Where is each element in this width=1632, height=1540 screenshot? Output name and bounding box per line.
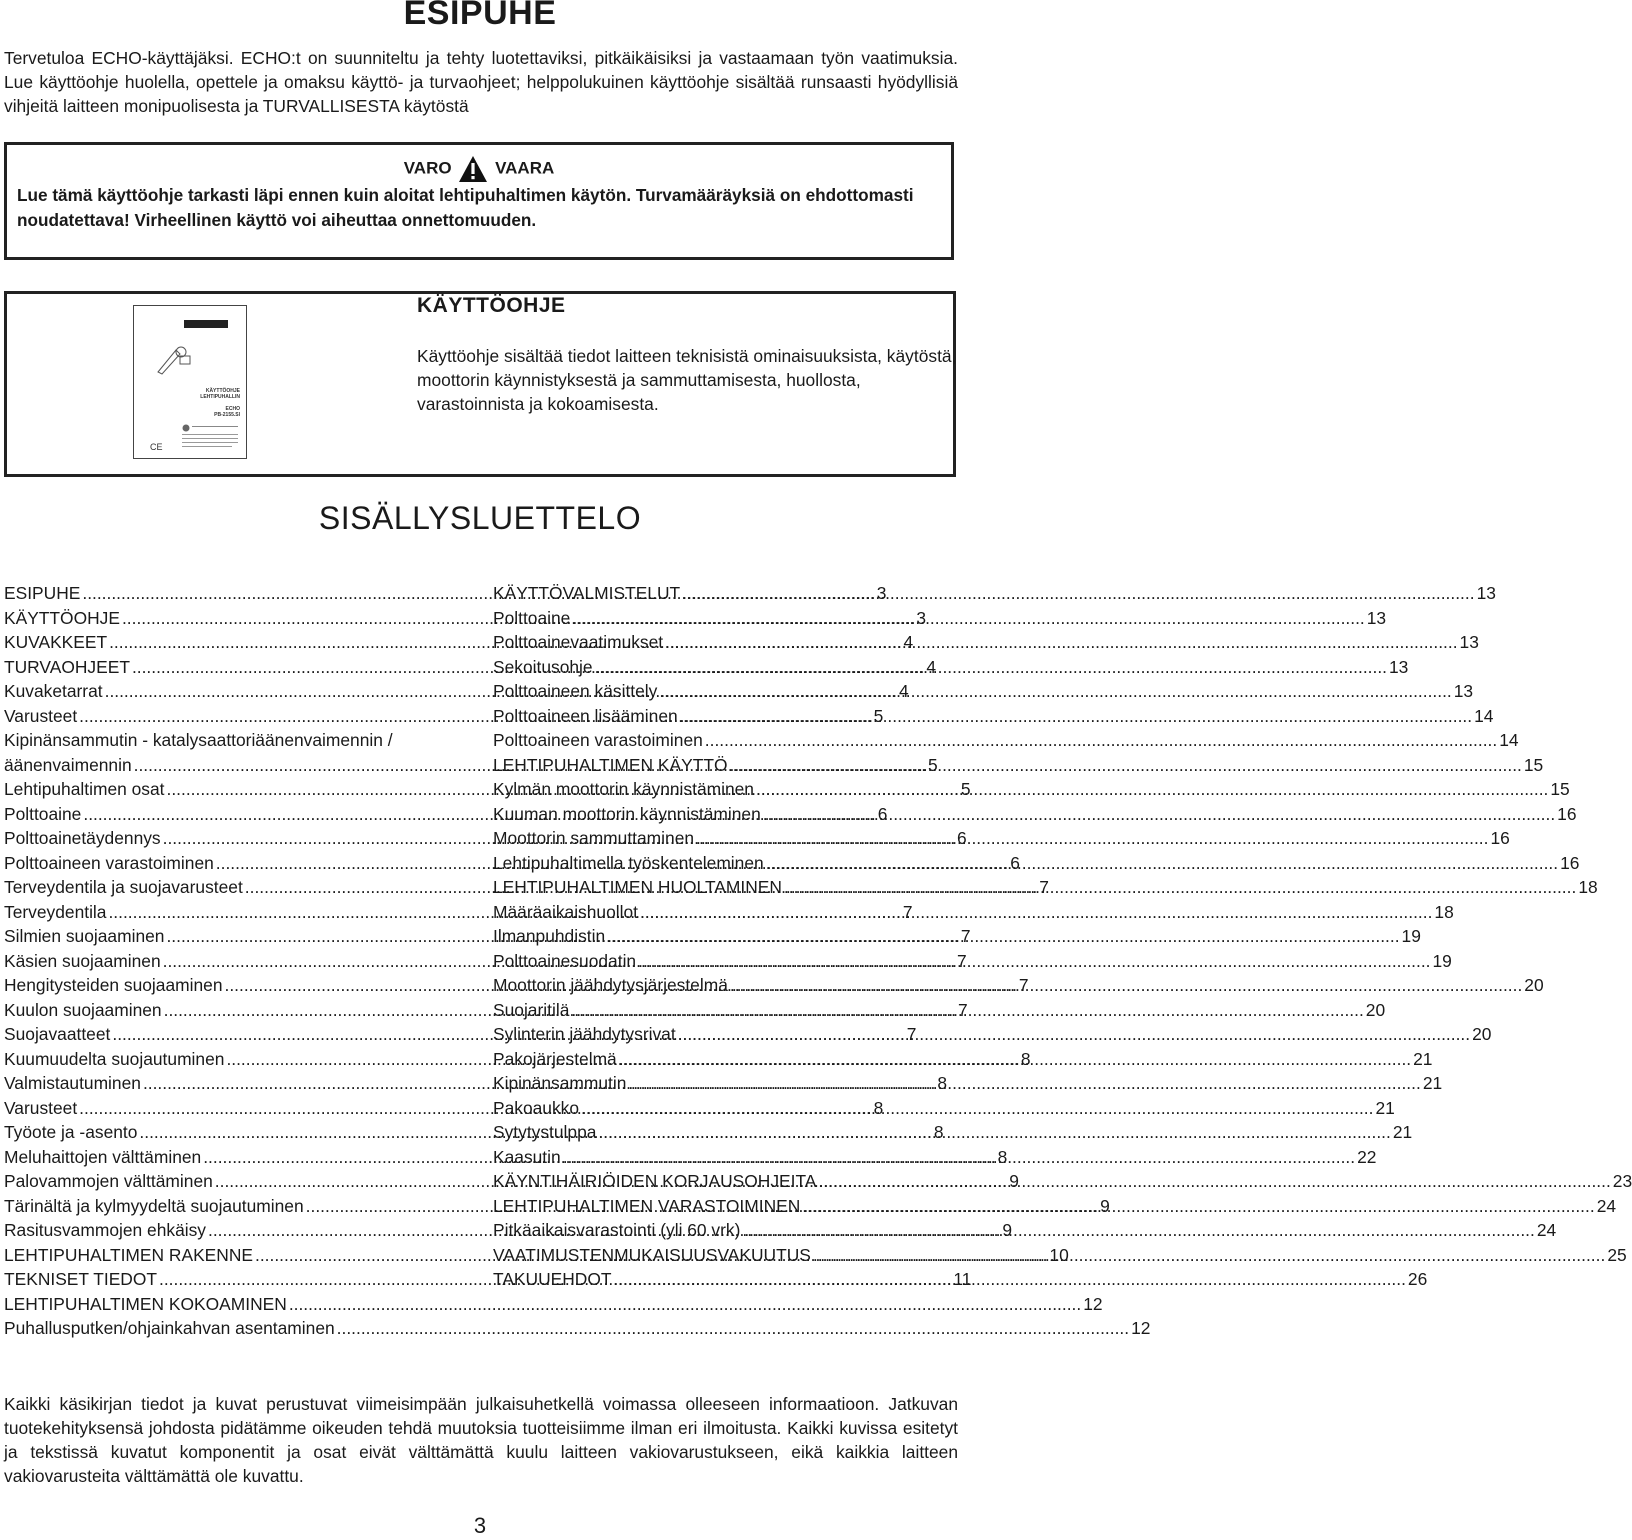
toc-entry [493, 1194, 1617, 1219]
toc-entry-page: 11 [953, 1269, 972, 1289]
toc-entry-page: 4 [899, 681, 909, 701]
page-title: ESIPUHE [403, 0, 557, 32]
toc-entry-title: Polttoaineen käsittely [493, 681, 658, 701]
toc-entry [493, 777, 1570, 802]
toc-entry-page: 13 [1459, 632, 1479, 652]
toc-entry-title: Kuumuudelta suojautuminen [4, 1048, 225, 1069]
toc-entry-page: 4 [926, 656, 937, 677]
toc-entry-page: 3 [916, 607, 927, 628]
warning-title [17, 153, 941, 183]
toc-title: SISÄLLYSLUETTELO [318, 500, 642, 536]
toc-entry-title: LEHTIPUHALTIMEN KOKOAMINEN [4, 1293, 287, 1314]
toc-entry [4, 728, 474, 753]
leaf-blower-icon [154, 342, 194, 378]
toc-leader-dots [626, 1071, 1422, 1096]
toc-entry-title: Lehtipuhaltimen osat [4, 779, 165, 799]
toc-entry-page: 22 [1357, 1146, 1377, 1167]
toc-entry-page: 16 [1557, 803, 1577, 824]
toc-entry-title: Sylinterin jäähdytysrivat [493, 1024, 676, 1044]
toc-entry-title: Suojaritilä [493, 999, 570, 1020]
toc-leader-dots [287, 1292, 1083, 1317]
toc-entry-title: Meluhaittojen välttäminen [4, 1146, 202, 1167]
toc-entry-title: Tärinältä ja kylmyydeltä suojautuminen [4, 1195, 304, 1216]
toc-entry [493, 802, 1577, 827]
manual-box [4, 291, 956, 477]
toc-leader-dots [816, 1169, 1612, 1194]
toc-entry-page: 7 [906, 1024, 917, 1044]
toc-entry-page: 8 [933, 1122, 944, 1142]
toc-entry-title: Moottorin sammuttaminen [493, 828, 695, 848]
toc-entry-page: 8 [1020, 1048, 1031, 1069]
toc-entry-title: Terveydentila ja suojavarusteet [4, 877, 243, 897]
toc-entry [4, 1316, 1151, 1341]
toc-entry-title: Kuuman moottorin käynnistäminen [493, 803, 761, 824]
toc-entry [493, 1022, 1492, 1047]
toc-entry-page: 9 [1009, 1171, 1019, 1191]
toc-leader-dots [728, 973, 1524, 998]
toc-entry [493, 581, 1496, 606]
toc-entry-page: 24 [1596, 1195, 1617, 1216]
toc-entry [493, 1218, 1557, 1243]
toc-entry-title: äänenvaimennin [4, 754, 132, 775]
toc-entry [493, 826, 1510, 851]
toc-entry-page: 6 [957, 828, 967, 848]
toc-leader-dots [680, 581, 1476, 606]
toc-entry-title: Polttoaine [4, 803, 82, 824]
toc-entry-page: 14 [1499, 730, 1519, 750]
toc-entry-page: 19 [1432, 950, 1452, 971]
toc-entry-title: Varusteet [4, 705, 78, 726]
toc-entry-title: Polttoainetäydennys [4, 828, 161, 848]
toc-entry [493, 1120, 1413, 1145]
toc-entry [493, 851, 1580, 876]
warning-triangle-icon [458, 155, 488, 183]
toc-leader-dots [740, 1218, 1536, 1243]
toc-leader-dots [593, 655, 1389, 680]
toc-entry-title: LEHTIPUHALTIMEN VARASTOIMINEN [493, 1195, 801, 1216]
toc-entry [493, 875, 1598, 900]
toc-entry-page: 3 [876, 583, 887, 603]
toc-entry-title: Polttoaineen varastoiminen [4, 852, 214, 873]
toc-entry-page: 21 [1375, 1097, 1395, 1118]
toc-entry [493, 655, 1409, 680]
toc-entry-page: 12 [1083, 1293, 1103, 1314]
manual-heading: KÄYTTÖOHJE [417, 294, 566, 317]
toc-entry-title: Käsien suojaaminen [4, 950, 161, 971]
toc-entry-title: Kipinänsammutin [493, 1073, 627, 1093]
toc-entry [493, 679, 1474, 704]
warning-text: Lue tämä käyttöohje tarkasti läpi ennen kuin aloitat lehtipuhaltimen käytön. Turvamääräyksiä on ehdottomasti noudatettava! Virheellinen käyttö voi aiheuttaa onnettomuuden. [17, 185, 914, 230]
toc-leader-dots [761, 802, 1557, 827]
toc-entry-title: TEKNISET TIEDOT [4, 1269, 157, 1289]
toc-entry [493, 924, 1421, 949]
cover-line-3: ECHO [225, 406, 240, 412]
toc-entry [493, 1047, 1433, 1072]
toc-entry-title: Polttoaineen varastoiminen [493, 730, 703, 750]
toc-entry-title: KÄYTTÖVALMISTELUT [493, 583, 681, 603]
toc-entry-title: Silmien suojaaminen [4, 926, 165, 946]
toc-entry-title: KÄYTTÖOHJE [4, 607, 120, 628]
toc-entry-title: LEHTIPUHALTIMEN RAKENNE [4, 1244, 253, 1265]
toc-entry-page: 6 [1010, 852, 1020, 873]
toc-entry-page: 21 [1392, 1122, 1413, 1142]
toc-leader-dots [754, 777, 1550, 802]
toc-leader-dots [579, 1096, 1375, 1121]
toc-entry-page: 13 [1366, 607, 1387, 628]
toc-entry-page: 21 [1422, 1073, 1443, 1093]
toc-leader-dots [617, 1047, 1413, 1072]
toc-entry-page: 5 [928, 754, 938, 775]
toc-entry-page: 7 [1018, 975, 1029, 995]
toc-entry-title: Määräaikaishuollot [493, 901, 639, 922]
toc-entry-title: Lehtipuhaltimella työskenteleminen [493, 852, 764, 873]
toc-entry [493, 949, 1452, 974]
toc-leader-dots [703, 728, 1499, 753]
toc-leader-dots [727, 753, 1523, 778]
toc-entry-page: 6 [877, 803, 888, 824]
toc-entry-page: 5 [960, 779, 971, 799]
toc-entry-title: Varusteet [4, 1097, 78, 1118]
toc-entry-page: 20 [1472, 1024, 1492, 1044]
toc-entry-title: Hengitysteiden suojaaminen [4, 975, 223, 995]
toc-leader-dots [782, 875, 1578, 900]
toc-entry [493, 630, 1479, 655]
cover-line-1: KÄYTTÖOHJE [205, 388, 240, 394]
echo-logo [184, 320, 228, 328]
toc-entry [493, 1169, 1632, 1194]
toc-entry-page: 13 [1453, 681, 1474, 701]
toc-entry-page: 16 [1560, 852, 1580, 873]
toc-entry [4, 1292, 1103, 1317]
toc-entry-page: 26 [1407, 1269, 1428, 1289]
toc-entry [493, 900, 1454, 925]
manual-cover-thumbnail [133, 305, 247, 459]
toc-leader-dots [663, 630, 1459, 655]
toc-entry-page: 7 [1039, 877, 1049, 897]
toc-entry-page: 14 [1474, 705, 1494, 726]
toc-entry-title: Kylmän moottorin käynnistäminen [493, 779, 754, 799]
toc-entry-page: 21 [1413, 1048, 1433, 1069]
toc-entry-page: 8 [997, 1146, 1008, 1167]
toc-entry [493, 606, 1387, 631]
toc-leader-dots [605, 924, 1401, 949]
toc-entry-page: 20 [1365, 999, 1386, 1020]
toc-leader-dots [335, 1316, 1131, 1341]
toc-entry-title: LEHTIPUHALTIMEN HUOLTAMINEN [493, 877, 782, 897]
toc-entry-title: Valmistautuminen [4, 1073, 141, 1093]
toc-entry [493, 1096, 1395, 1121]
toc-entry-title: Pitkäaikaisvarastointi (yli 60 vrk) [493, 1220, 741, 1240]
toc-entry-title: Polttoainesuodatin [493, 950, 637, 971]
toc-entry-page: 18 [1434, 901, 1454, 922]
toc-entry-title: Polttoaine [493, 607, 571, 628]
toc-entry-page: 19 [1401, 926, 1421, 946]
footer-note: Kaikki käsikirjan tiedot ja kuvat perustuvat viimeisimpään julkaisuhetkellä voimassa olleeseen informaatioon. Jatkuvan tuotekehityksensä johdosta pidätämme oikeuden tehdä muutoksia tuotteisiimme ilman eri ilmoitusta. Kaikki kuvissa esitetyt ja tekstissä kuvatut komponentit ja osat eivät välttämättä kuulu laitteen vakiovarustukseen, eikä kaikkia laitteen vakiovarusteita välttämättä ole kuvattu. [4, 1394, 958, 1486]
toc-entry-page: 7 [958, 999, 968, 1020]
toc-leader-dots [638, 900, 1434, 925]
toc-entry-title: Moottorin jäähdytysjärjestelmä [493, 975, 728, 995]
toc-entry-page: 13 [1389, 656, 1409, 677]
toc-entry-title: Työote ja -asento [4, 1122, 138, 1142]
svg-text:CE: CE [150, 442, 163, 452]
toc-entry-title: Pakoaukko [493, 1097, 580, 1118]
page-number: 3 [473, 1513, 487, 1538]
toc-leader-dots [800, 1194, 1596, 1219]
toc-entry-page: 5 [873, 705, 884, 726]
warning-label-right: VAARA [495, 158, 555, 178]
toc-entry-page: 7 [960, 926, 971, 946]
toc-entry-page: 23 [1612, 1171, 1632, 1191]
toc-leader-dots [561, 1145, 1357, 1170]
toc-entry-page: 7 [902, 901, 913, 922]
toc-entry-title: Puhallusputken/ohjainkahvan asentaminen [4, 1318, 335, 1338]
toc-entry-title: Polttoaineen lisääminen [493, 705, 678, 726]
toc-entry-title: KÄYNTIHÄIRIÖIDEN KORJAUSOHJEITA [493, 1171, 817, 1191]
manual-description: Käyttöohje sisältää tiedot laitteen teknisistä ominaisuuksista, käytöstä, moottorin käynnistyksestä ja sammuttamisesta, huollosta, varastoinnista ja kokoamisesta. [417, 346, 957, 414]
toc-leader-dots [676, 1022, 1472, 1047]
toc-entry-title: KUVAKKEET [4, 632, 108, 652]
toc-entry-title: Kuvaketarrat [4, 681, 103, 701]
toc-entry [493, 973, 1544, 998]
toc-leader-dots [569, 998, 1365, 1023]
toc-leader-dots [811, 1243, 1607, 1268]
toc-entry-title: LEHTIPUHALTIMEN KÄYTTÖ [493, 754, 728, 775]
toc-entry-title: Kaasutin [493, 1146, 561, 1167]
toc-entry-page: 20 [1524, 975, 1544, 995]
cover-line-4: PB-2155.SI [214, 412, 240, 418]
toc-entry-page: 13 [1476, 583, 1496, 603]
cover-marks-icon [146, 424, 240, 454]
toc-entry-title: ESIPUHE [4, 583, 81, 603]
toc-entry-title: Polttoainevaatimukset [493, 632, 664, 652]
toc-entry-title: Palovammojen välttäminen [4, 1171, 213, 1191]
toc-entry [493, 1145, 1377, 1170]
toc-entry-page: 10 [1049, 1244, 1069, 1265]
toc-leader-dots [570, 606, 1366, 631]
toc-leader-dots [636, 949, 1432, 974]
toc-entry-page: 8 [873, 1097, 884, 1118]
toc-entry [493, 728, 1519, 753]
toc-leader-dots [657, 679, 1453, 704]
toc-entry-page: 4 [903, 632, 914, 652]
toc-entry-page: 15 [1523, 754, 1544, 775]
toc-entry-title: Sekoitusohje [493, 656, 593, 677]
toc-entry-title: Ilmanpuhdistin [493, 926, 606, 946]
toc-entry-title: Pakojärjestelmä [493, 1048, 617, 1069]
toc-entry-page: 24 [1536, 1220, 1557, 1240]
toc-entry-page: 9 [1100, 1195, 1110, 1216]
toc-leader-dots [596, 1120, 1392, 1145]
toc-entry [493, 1071, 1443, 1096]
toc-leader-dots [764, 851, 1560, 876]
toc-entry-page: 25 [1607, 1244, 1627, 1265]
toc-entry-title: Kuulon suojaaminen [4, 999, 162, 1020]
toc-entry [493, 998, 1386, 1023]
toc-entry-title: Terveydentila [4, 901, 107, 922]
toc-entry-title: VAATIMUSTENMUKAISUUSVAKUUTUS [493, 1244, 811, 1265]
toc-leader-dots [694, 826, 1490, 851]
toc-entry-page: 12 [1131, 1318, 1151, 1338]
toc-entry-title: Suojavaatteet [4, 1024, 111, 1044]
toc-entry-title: Rasitusvammojen ehkäisy [4, 1220, 207, 1240]
toc-entry-page: 8 [937, 1073, 948, 1093]
toc-leader-dots [612, 1267, 1408, 1292]
toc-leader-dots [678, 704, 1474, 729]
toc-entry-title: TAKUUEHDOT [493, 1269, 612, 1289]
toc-entry-title: Sytytystulppa [493, 1122, 597, 1142]
toc-entry-page: 16 [1490, 828, 1510, 848]
toc-entry-page: 9 [1002, 1220, 1013, 1240]
toc-entry-page: 7 [957, 950, 967, 971]
warning-label-left: VARO [403, 158, 452, 178]
intro-paragraph: Tervetuloa ECHO-käyttäjäksi. ECHO:t on suunniteltu ja tehty luotettaviksi, pitkäikäisiksi ja vastaamaan työn vaatimuksia. Lue käyttöohje huolella, opettele ja omaksu käyttö- ja turvaohjeet; helppolukuinen käyttöohje sisältää runsaasti hyödyllisiä vihjeitä laitteen monipuolisesta ja TURVALLISESTA käytöstä [4, 48, 958, 116]
toc-entry-title: Kipinänsammutin - katalysaattoriäänenvaimennin / [4, 730, 393, 750]
toc-entry [493, 753, 1544, 778]
toc-entry [493, 704, 1494, 729]
warning-box [4, 142, 954, 260]
cover-line-2: LEHTIPUHALLIN [200, 394, 240, 400]
toc-entry-page: 18 [1578, 877, 1598, 897]
toc-entry-title: TURVAOHJEET [4, 656, 130, 677]
toc-entry-page: 15 [1550, 779, 1570, 799]
